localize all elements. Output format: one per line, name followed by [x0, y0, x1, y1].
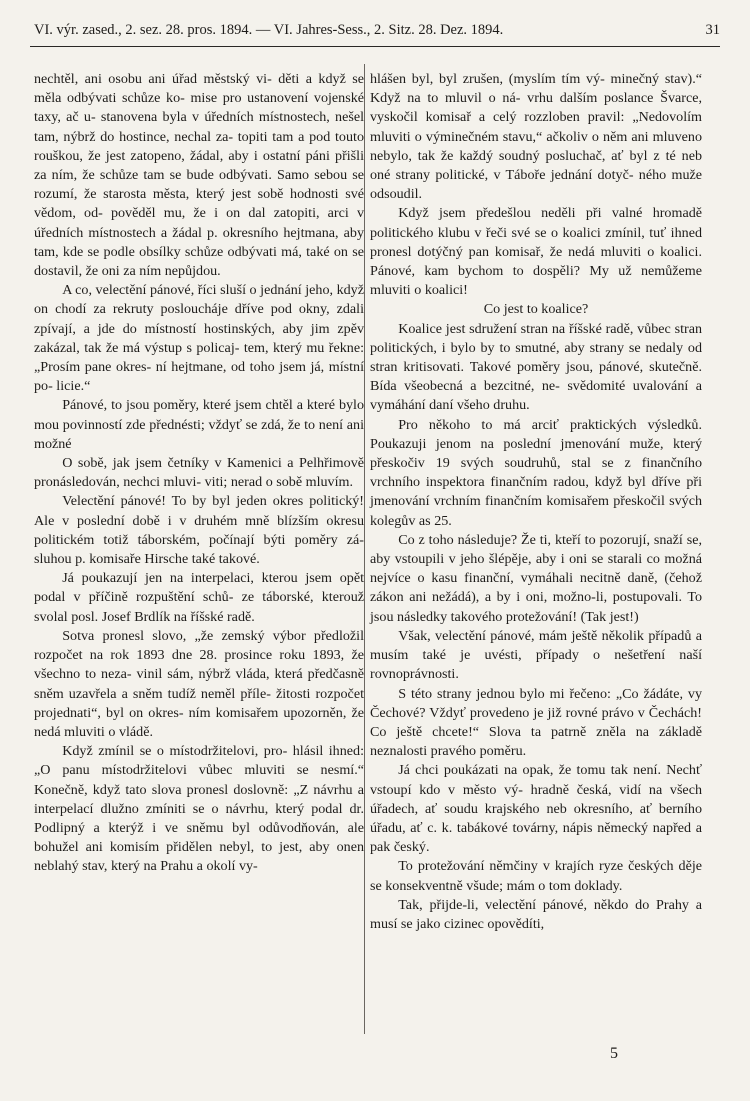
page-number: 31	[705, 22, 720, 38]
paragraph-question: Co jest to koalice?	[483, 301, 589, 318]
paragraph: nechtěl, ani osobu ani úřad městský vi- děti a když se měla odbývati schůze ko- mise pro ustanovení vojenské taxy, ač u- stanovena byla v úředních místnostech, nešel tam, nýbrž do hostince, nechal za- topiti tam a pod touto rouškou, že jest zatopeno, žádal, aby i ostatní páni přišli za ním, že schůze tam se bude odbývati. Samo sebou se rozumí, že starosta města, který jest sobě hodnosti své vědom, od- pověděl mu, že i on dal zatopiti, arci v úředních místnostech a žádal p. okresního hejtmana, aby tam, kde se podle obsílky schůze odbývati má, také on se dostavil, že oni za ním nepůjdou.	[34, 71, 364, 280]
paragraph: Tak, přijde-li, velectění pánové, někdo do Prahy a musí se jako cizinec opovědíti,	[370, 896, 702, 932]
paragraph: Koalice jest sdružení stran na říšské radě, vůbec stran politických, i bylo by to smutné, aby strany se nedaly od stran kritisovati. Takové poměry jsou, pánové, skutečně. Bída všeobecná a bezcitné, ne- svědomité uvalování a vymáhání daní všeho druhu.	[370, 320, 702, 414]
paragraph: Velectění pánové! To by byl jeden okres politický! Ale v poslední době i v druhém mně blízším okresu politickém totiž táborském, počínají býti poměry zá- sluhou p. komisaře Hirsche také takové.	[34, 493, 364, 568]
signature-mark: 5	[610, 1045, 618, 1062]
paragraph: Já chci poukázati na opak, že tomu tak není. Nechť vstoupí kdo v město vý- hradně česká, vidí na všech úřadech, ať soudu krajského neb okresního, ať berního úřadu, ať c. k. tabákové továrny, nápis německý napřed a pak český.	[370, 762, 702, 856]
header-rule	[30, 46, 720, 47]
paragraph: Když zmínil se o místodržitelovi, pro- hlásil ihned: „O panu místodržitelovi vůbec mluviti se nesmí.“ Konečně, když tato slova pronesl doslovně: „Z návrhu a interpelací dlužno zmíniti se o návrhu, který podal dr. Podlipný a kterýž i ve sněmu byl odůvodňován, ale bohužel ani komisím přidělen nebyl, to jest, aby onen neblahý stav, který na Prahu a okolí vy-	[34, 743, 364, 875]
paragraph: Pánové, to jsou poměry, které jsem chtěl a které bylo mou povinností zde přednésti; vždyť se zdá, že to není ani možné	[34, 397, 364, 452]
right-column	[370, 70, 702, 934]
paragraph: Když jsem předešlou neděli při valné hromadě politického klubu v řeči své se o koalici zmínil, tuť ihned pronesl dotýčný pan komisař, že nedá mluviti o koalici. Pánové, kam bychom to dospěli? My už nemůžeme mluviti o koalici!	[370, 205, 702, 299]
header-session-info: VI. výr. zased., 2. sez. 28. pros. 1894. — VI. Jahres-Sess., 2. Sitz. 28. Dez. 1894.	[34, 22, 504, 38]
paragraph: Sotva pronesl slovo, „že zemský výbor předložil rozpočet na rok 1893 dne 28. prosince roku 1893, že všechno to neza- vinil sám, nýbrž vláda, která předčasně sněm uzavřela a sněm tudíž neměl příle- žitosti rozpočet projednati“, byl on okres- ním komisařem upozorněn, že nedá mluviti o vládě.	[34, 627, 364, 740]
running-header	[30, 22, 720, 44]
paragraph: O sobě, jak jsem četníky v Kamenici a Pelhřimově pronásledován, nechci mluvi- viti; nerad o sobě mluvím.	[34, 455, 364, 491]
left-column	[34, 70, 364, 877]
paragraph: hlášen byl, byl zrušen, (myslím tím vý- minečný stav).“ Když na to mluvil o ná- vrhu dalším poslance Švarce, vyskočil komisař a celý rozzloben pravil: „Nedovolím mluviti o výminečném stavu,“ ačkoliv o něm ani mluveno nebylo, tak že každý soudný posluchač, ať byl z té neb oné strany politické, v Táboře jednání dotyč- ného muže odsoudil.	[370, 71, 702, 203]
column-divider	[364, 64, 365, 1034]
paragraph: Pro někoho to má arciť praktických výsledků. Poukazuji jenom na poslední jmenování muže, který přeskočiv 19 svých soudruhů, stal se z finančního vrchního inspektora finančním radou, když byl dříve při jmenování vrchním finančním komisařem přeskočil svých kolegův as 25.	[370, 416, 702, 529]
paragraph: S této strany jednou bylo mi řečeno: „Co žádáte, vy Čechové? Vždyť provedeno je již rovné právo v Čechách! Co ještě chcete!“ Slova ta patrně zněla na základě neznalosti pravého poměru.	[370, 685, 702, 760]
paragraph: To protežování němčiny v krajích ryze českých děje se konsekventně všude; mám o tom doklady.	[370, 858, 702, 894]
paragraph: Však, velectění pánové, mám ještě několik případů a musím také je uvésti, případy o nešetření naší rovnoprávnosti.	[370, 627, 702, 683]
paragraph: A co, velectění pánové, říci sluší o jednání jeho, když on chodí za rekruty posloucháje dříve pod okny, zdali zpívají, a jde do místností hostinských, aby jim zpěv zakázal, tak že má výstup s policaj- tem, který mu řekne: „Prosím pane okres- ní hejtmane, od toho jsem já, místní po- licie.“	[34, 282, 364, 395]
paragraph: Co z toho následuje? Že ti, kteří to pozorují, snaží se, aby vstoupili v jeho šlépěje, aby i oni se starali co možná nejvíce o kasu finanční, vymáhali necitně daně, (čehož zákon ani nežádá), a by i oni, možno-li, postupovali. To jsou následky takového protežování! (Tak jest!)	[370, 531, 702, 625]
paragraph: Já poukazují jen na interpelaci, kterou jsem opět podal v příčině rozpuštění schů- ze táborské, kterouž svolal posl. Josef Brdlík na říšské radě.	[34, 570, 364, 625]
